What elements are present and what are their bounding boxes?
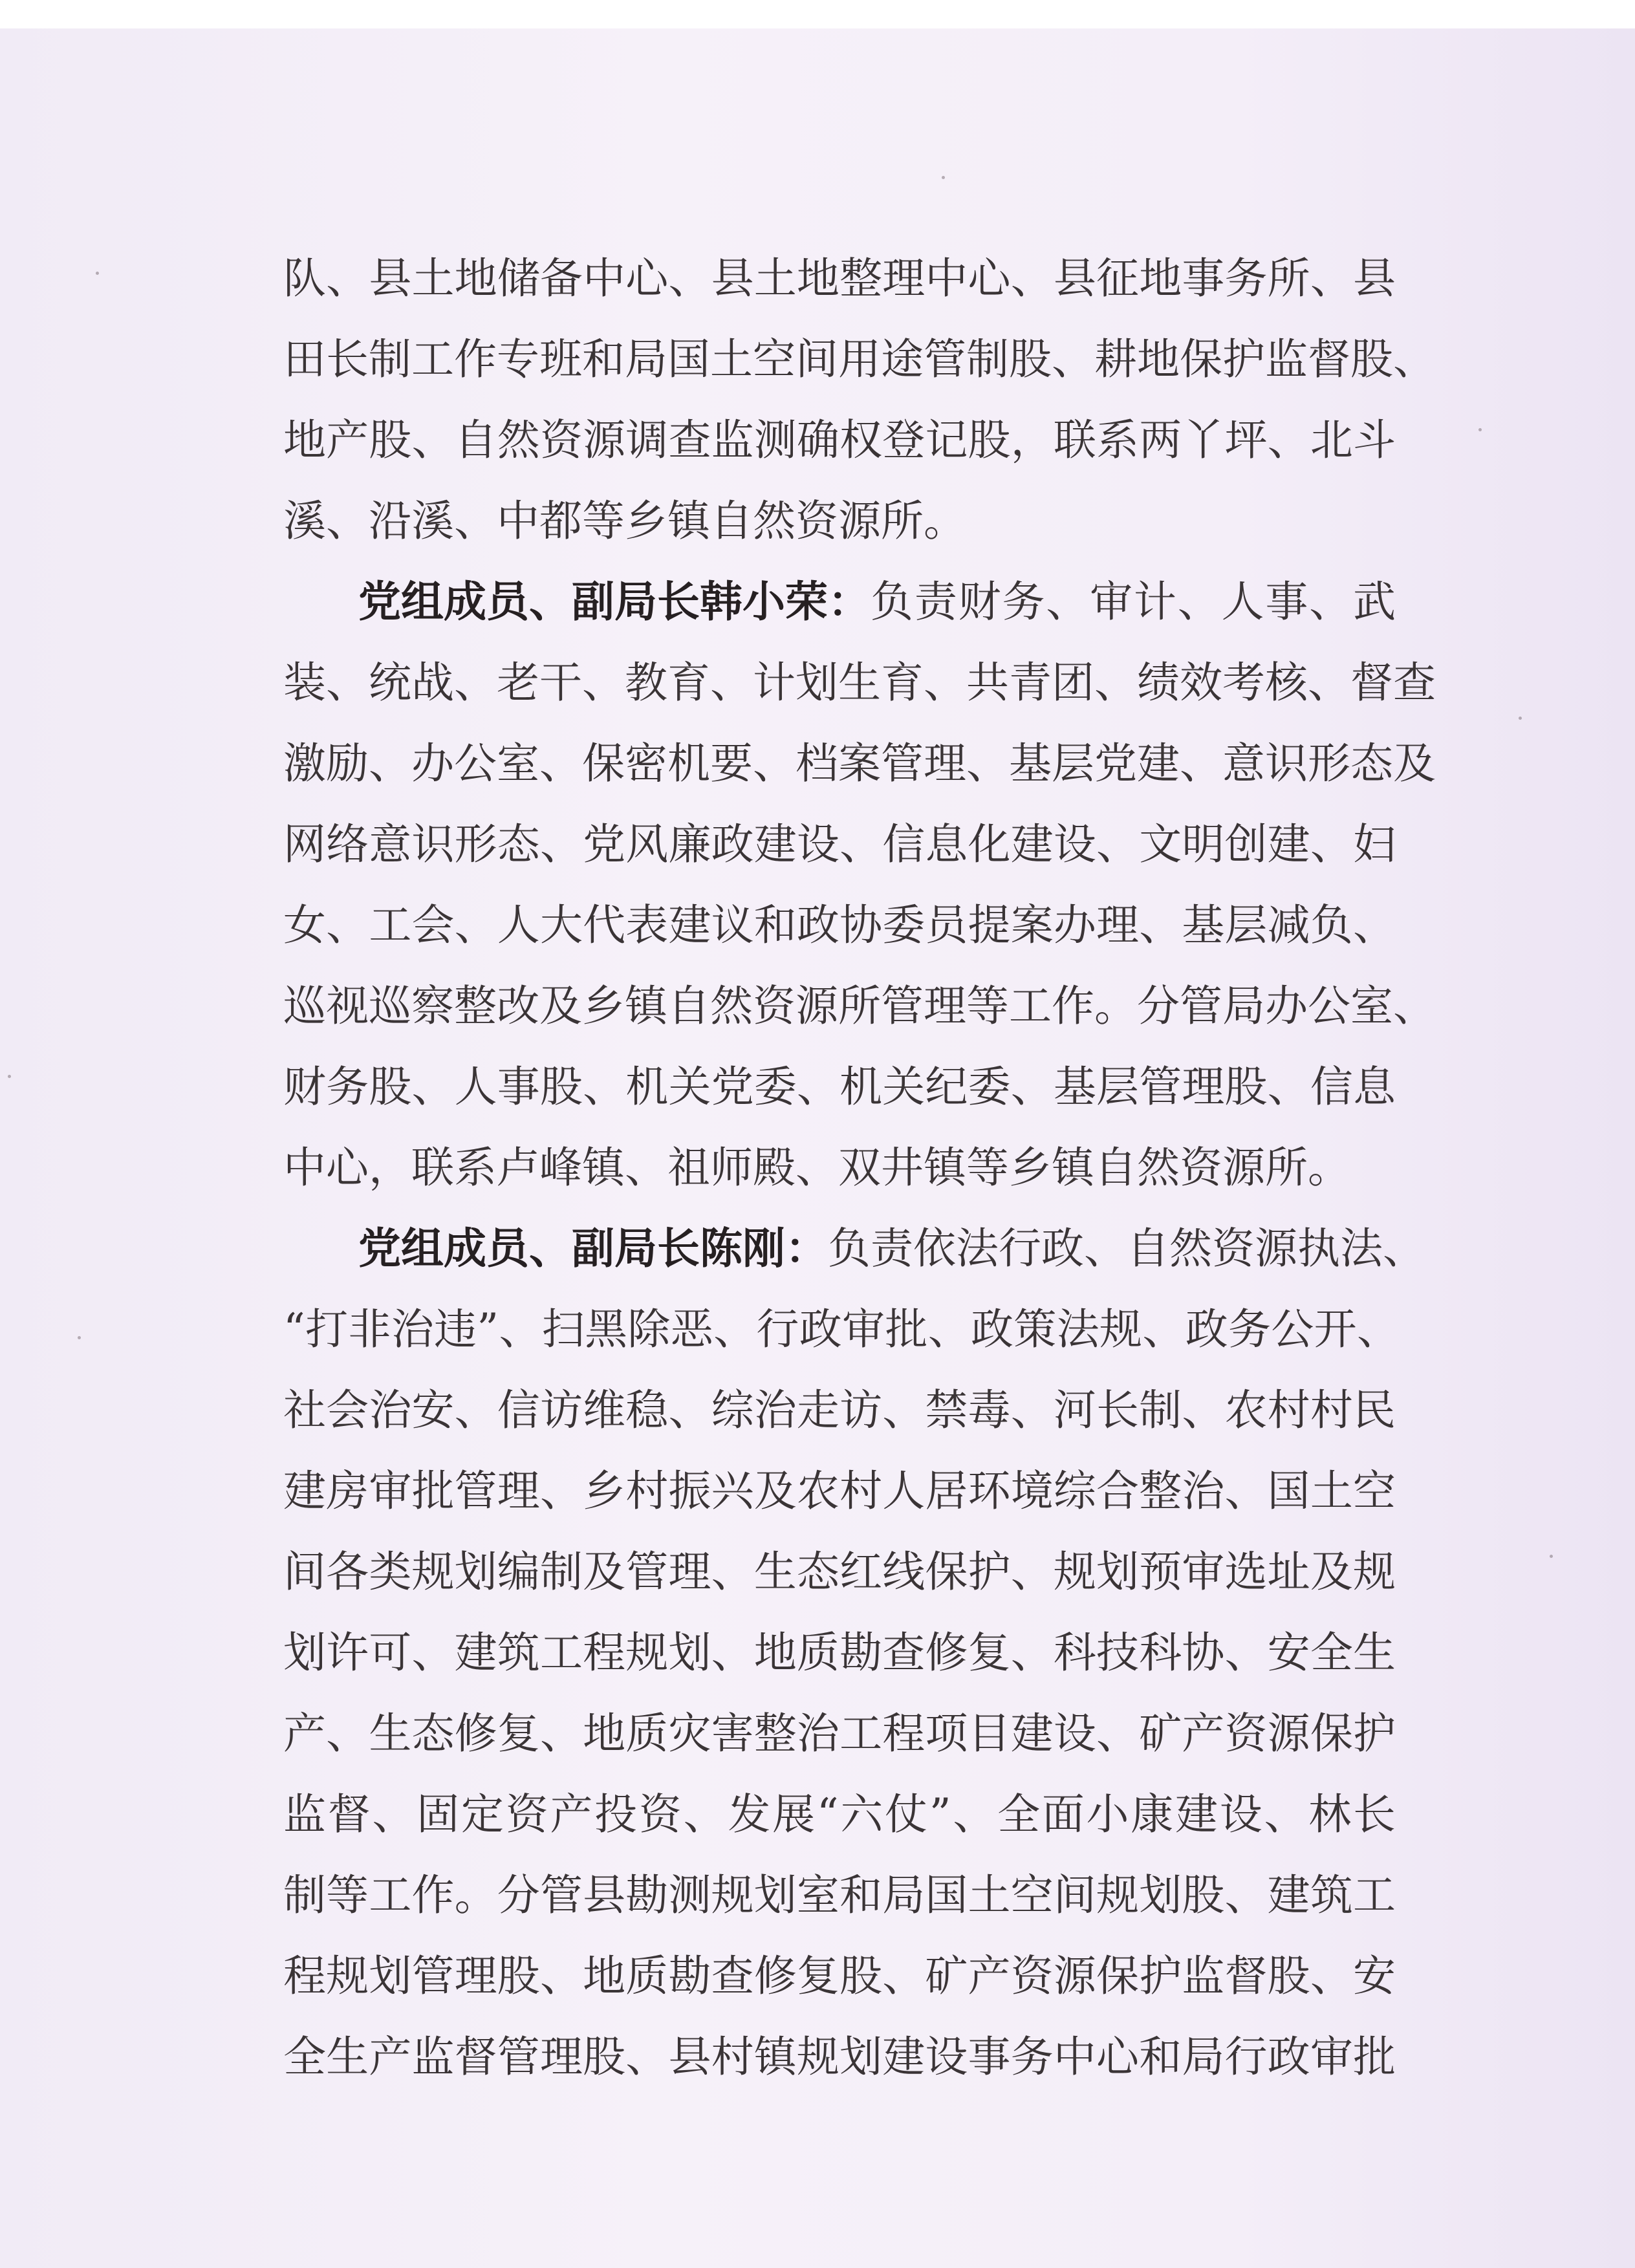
scan-speck (942, 176, 945, 179)
line-text: 负责依法行政、自然资源执法、 (828, 1224, 1425, 1273)
line-text: 财务股、人事股、机关党委、机关纪委、基层管理股、信息 (283, 1062, 1396, 1112)
text-line (283, 804, 1396, 885)
text-line (283, 1855, 1396, 1936)
text-line (283, 885, 1396, 966)
line-text: 激励、办公室、保密机要、档案管理、基层党建、意识形态及 (283, 739, 1436, 788)
text-line (283, 1127, 1396, 1208)
text-line (283, 481, 1396, 561)
scan-speck (78, 1336, 81, 1339)
line-text: 程规划管理股、地质勘查修复股、矿产资源保护监督股、安 (283, 1951, 1396, 2001)
document-body-text (283, 238, 1436, 2097)
text-line (283, 319, 1436, 400)
line-text: 负责财务、审计、人事、武 (871, 577, 1396, 627)
line-text: “打非治违”、扫黑除恶、行政审批、政策法规、政务公开、 (283, 1304, 1400, 1354)
line-text: 划许可、建筑工程规划、地质勘查修复、科技科协、安全生 (283, 1628, 1396, 1678)
scan-speck (1550, 1555, 1553, 1558)
text-line (283, 966, 1436, 1046)
line-text: 溪、沿溪、中都等乡镇自然资源所。 (283, 496, 966, 546)
line-text: 女、工会、人大代表建议和政协委员提案办理、基层减负、 (283, 900, 1396, 950)
scan-top-edge (0, 0, 1635, 28)
text-line (283, 1936, 1396, 2016)
text-line (283, 2016, 1396, 2097)
line-text: 监督、固定资产投资、发展“六仗”、全面小康建设、林长 (283, 1789, 1396, 1839)
text-line (283, 1693, 1396, 1774)
line-text: 装、统战、老干、教育、计划生育、共青团、绩效考核、督查 (283, 658, 1436, 707)
line-text: 间各类规划编制及管理、生态红线保护、规划预审选址及规 (283, 1547, 1396, 1597)
text-line (283, 1451, 1396, 1531)
text-line (283, 400, 1396, 481)
scan-speck (1478, 428, 1482, 431)
text-line (283, 1046, 1396, 1127)
line-text: 制等工作。分管县勘测规划室和局国土空间规划股、建筑工 (283, 1870, 1396, 1920)
bold-lead-text: 党组成员、副局长陈刚： (358, 1223, 828, 1273)
line-text: 网络意识形态、党风廉政建设、信息化建设、文明创建、妇 (283, 819, 1396, 869)
line-text: 巡视巡察整改及乡镇自然资源所管理等工作。分管局办公室、 (283, 981, 1436, 1031)
scan-speck (1519, 717, 1522, 720)
bold-lead-text: 党组成员、副局长韩小荣： (358, 576, 871, 627)
text-line (283, 723, 1436, 804)
text-line (283, 561, 1396, 642)
line-text: 建房审批管理、乡村振兴及农村人居环境综合整治、国土空 (283, 1466, 1396, 1516)
line-text: 田长制工作专班和局国土空间用途管制股、耕地保护监督股、 (283, 334, 1436, 384)
line-text: 产、生态修复、地质灾害整治工程项目建设、矿产资源保护 (283, 1709, 1396, 1758)
line-text: 中心，联系卢峰镇、祖师殿、双井镇等乡镇自然资源所。 (283, 1143, 1350, 1193)
line-text: 社会治安、信访维稳、综治走访、禁毒、河长制、农村村民 (283, 1385, 1396, 1435)
text-line (283, 1289, 1400, 1370)
text-line (283, 1774, 1396, 1855)
text-line (283, 1612, 1396, 1693)
line-text: 队、县土地储备中心、县土地整理中心、县征地事务所、县 (283, 254, 1396, 303)
line-text: 地产股、自然资源调查监测确权登记股，联系两丫坪、北斗 (283, 415, 1396, 465)
scan-speck (96, 272, 99, 275)
text-line (283, 238, 1396, 319)
text-line (283, 642, 1436, 723)
scan-speck (8, 1075, 11, 1078)
line-text: 全生产监督管理股、县村镇规划建设事务中心和局行政审批 (283, 2032, 1396, 2082)
text-line (283, 1370, 1396, 1451)
text-line (283, 1208, 1425, 1289)
text-line (283, 1531, 1396, 1612)
